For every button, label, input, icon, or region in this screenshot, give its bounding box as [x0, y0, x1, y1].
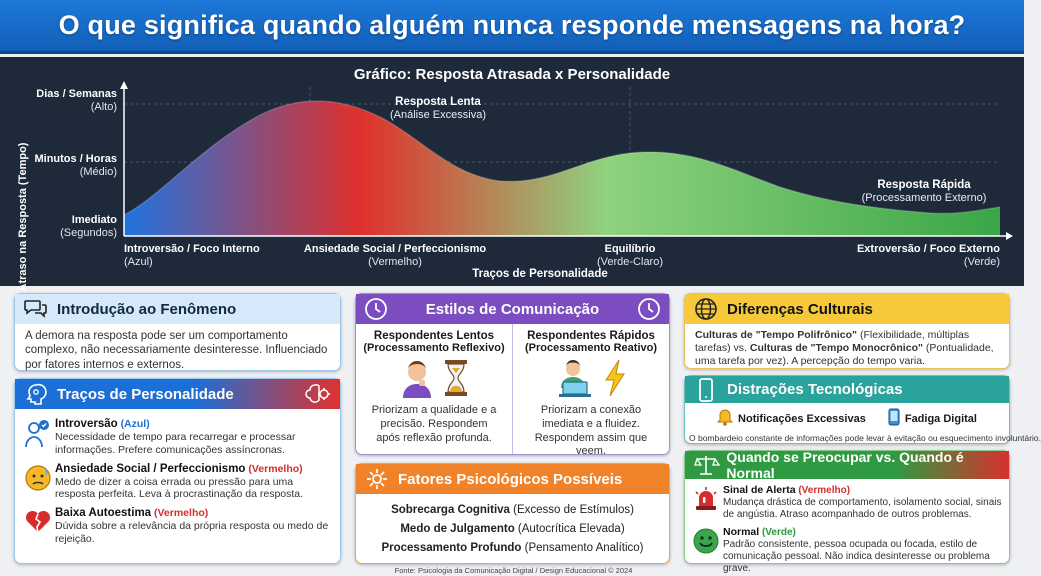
factors-title: Fatores Psicológicos Possíveis: [398, 470, 623, 488]
trait-tag: (Azul): [120, 418, 150, 430]
x-tick-sub: (Vermelho): [368, 256, 422, 268]
trait-item-ansiedade: [21, 462, 332, 502]
tech-title: Distrações Tecnológicas: [727, 381, 903, 398]
normal-item: Normal (Verde) Padrão consistente, pessoa ocupada ou focada, estilo de comunicação pessoal. Não indica desinteresse ou problema grave.: [689, 526, 1003, 576]
factors-list: [356, 494, 669, 558]
x-tick-label: Extroversão / Foco Externo: [856, 243, 1000, 255]
x-tick-label: Ansiedade Social / Perfeccionismo: [303, 243, 487, 255]
delay-personality-chart: [0, 57, 1024, 292]
cultures-text: Culturas de "Tempo Polifrônico" (Flexibilidade, múltiplas tarefas) vs. Culturas de "Tempo Monocrônico" (Pontualidade, uma tarefa por vez). A percepção do tempo varia.: [695, 329, 994, 368]
trait-item-autoestima: [21, 506, 332, 546]
person-laptop-icon: [555, 358, 595, 403]
slow-text: Priorizam a qualidade e a precisão. Respondem após reflexão profunda.: [371, 404, 497, 444]
traits-list: [15, 409, 340, 546]
intro-panel: [14, 293, 341, 371]
trait-text: Necessidade de tempo para recarregar e processar informações. Prefere comunicações assíncronas.: [55, 431, 296, 456]
tech-panel: [684, 375, 1041, 444]
tech-item-notificacoes: Notificações Excessivas: [717, 408, 866, 429]
lightning-icon: [603, 358, 627, 403]
y-ticks: [34, 88, 117, 239]
intro-title: Introdução ao Fenômeno: [57, 300, 237, 318]
y-tick-sub: (Alto): [90, 101, 117, 113]
fast-text: Priorizam a conexão imediata e a fluidez. Respondem assim que veem.: [534, 404, 648, 458]
factor-item: Medo de Julgamento (Autocrítica Elevada): [400, 522, 625, 535]
tech-header: [685, 376, 1009, 403]
trait-tag: (Vermelho): [248, 462, 303, 475]
thinking-person-icon: [399, 358, 435, 403]
factors-header: [356, 464, 669, 494]
trait-title: Baixa Autoestima: [55, 507, 152, 520]
intro-header: [15, 294, 340, 324]
anxious-face-icon: [21, 462, 55, 502]
fast-responders: [513, 324, 669, 458]
smartphone-icon: [693, 378, 719, 402]
scales-icon: [693, 453, 718, 477]
cultures-header: [685, 294, 1009, 324]
annotation-label: Resposta Lenta: [395, 96, 481, 108]
tech-items: [685, 403, 1009, 429]
intro-text: A demora na resposta pode ser um comportamento complexo, não necessariamente desinteresse. Influenciado por fatores internos e externos.: [25, 330, 328, 371]
factor-item: Sobrecarga Cognitiva (Excesso de Estímulos): [391, 504, 634, 516]
clock-icon: [637, 297, 661, 325]
styles-panel: [355, 293, 670, 458]
smiley-icon: [689, 526, 723, 576]
factors-panel: [355, 463, 670, 564]
globe-icon: [693, 297, 719, 321]
x-tick-label: Equilíbrio: [604, 243, 656, 255]
y-tick-label: Dias / Semanas: [36, 88, 117, 100]
x-tick-sub: (Azul): [124, 256, 153, 268]
cultures-title: Diferenças Culturais: [727, 300, 873, 318]
annotation-label: Resposta Rápida: [877, 179, 971, 191]
cultures-panel: [684, 293, 1010, 369]
slow-responders: [356, 324, 513, 454]
phone-icon: [888, 408, 900, 429]
trait-title: Ansiedade Social / Perfeccionismo: [55, 462, 246, 475]
tech-text: O bombardeio constante de informações pode levar à evitação ou esquecimento involuntário.: [689, 433, 1041, 443]
brain-gear-icon: [306, 382, 332, 410]
head-silhouette-icon: [23, 382, 49, 406]
footer-source: Fonte: Psicologia da Comunicação Digital / Design Educacional © 2024: [394, 566, 633, 575]
speech-bubbles-icon: [23, 297, 49, 321]
worry-header: [685, 451, 1009, 479]
bell-icon: [717, 408, 733, 429]
slow-sub: (Processamento Reflexivo): [363, 342, 505, 354]
x-tick-sub: (Verde): [963, 256, 1000, 268]
gear-icon: [364, 467, 390, 491]
traits-title: Traços de Personalidade: [57, 385, 234, 403]
fast-title: Respondentes Rápidos: [527, 330, 655, 342]
y-tick-label: Imediato: [71, 214, 117, 226]
trait-title: Introversão: [55, 418, 118, 430]
chart-title: Gráfico: Resposta Atrasada x Personalidade: [353, 66, 671, 83]
annotation-sub: (Processamento Externo): [861, 192, 987, 204]
x-tick-sub: (Verde-Claro): [596, 256, 664, 268]
alert-item: Sinal de Alerta (Vermelho) Mudança drástica de comportamento, isolamento social, sinais de angústia. Atraso acompanhado de outros problemas.: [689, 484, 1003, 522]
factor-item: Processamento Profundo (Pensamento Analítico): [381, 541, 644, 554]
worry-title: Quando se Preocupar vs. Quando é Normal: [726, 449, 964, 481]
traits-header: [15, 379, 340, 409]
hourglass-icon: [443, 358, 469, 403]
introvert-person-icon: [21, 417, 55, 457]
clock-icon: [364, 297, 388, 325]
fast-sub: (Processamento Reativo): [524, 342, 658, 354]
styles-title: Estilos de Comunicação: [425, 300, 600, 318]
broken-heart-icon: [21, 506, 55, 546]
styles-columns: [356, 324, 669, 458]
x-ticks: [124, 243, 1000, 268]
traits-panel: [14, 378, 341, 564]
alarm-siren-icon: [689, 484, 723, 522]
y-tick-sub: (Médio): [79, 166, 117, 178]
trait-text: Medo de dizer a coisa errada ou pressão para uma resposta perfeita. Leva à procrastinação da resposta.: [55, 475, 304, 501]
x-axis-arrow: [1006, 232, 1013, 240]
y-tick-sub: (Segundos): [60, 227, 117, 239]
worry-panel: [684, 449, 1010, 575]
tech-item-fadiga: Fadiga Digital: [888, 408, 977, 429]
y-axis-label: Atraso na Resposta (Tempo): [17, 142, 29, 292]
slow-title: Respondentes Lentos: [373, 330, 495, 342]
y-axis-arrow: [120, 81, 128, 89]
y-tick-label: Minutos / Horas: [34, 153, 117, 165]
trait-text: Dúvida sobre a relevância da própria resposta ou medo de rejeição.: [55, 520, 329, 546]
delay-area: [124, 101, 1000, 236]
trait-item-introversao: [21, 417, 332, 457]
x-axis-label: Traços de Personalidade: [472, 268, 608, 280]
trait-tag: (Vermelho): [154, 507, 209, 520]
worry-list: [685, 479, 1009, 575]
styles-header: [356, 294, 669, 324]
annotation-sub: (Análise Excessiva): [390, 109, 486, 121]
x-tick-label: Introversão / Foco Interno: [124, 243, 260, 255]
chart-svg: [0, 57, 1024, 292]
page-title: O que significa quando alguém nunca responde mensagens na hora?: [58, 10, 966, 40]
header-bar: [0, 0, 1024, 54]
